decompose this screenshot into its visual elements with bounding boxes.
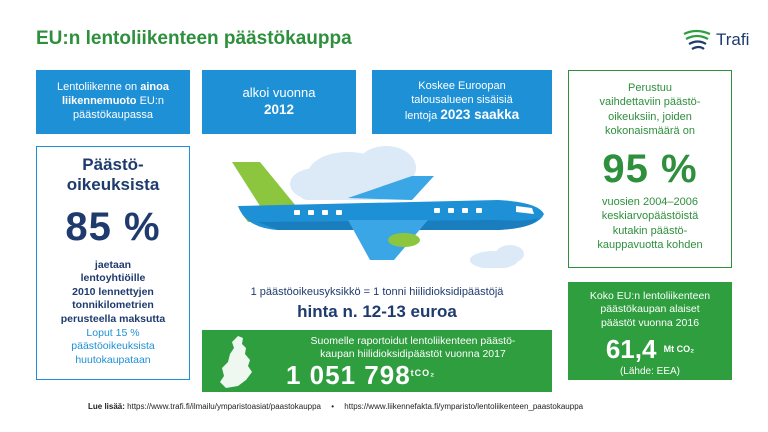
right-card-head-1: Perustuu [627, 82, 673, 94]
eu-emissions-unit: Mt CO₂ [663, 344, 695, 354]
finland-map-icon [212, 334, 262, 390]
box3-prefix: lentoja [404, 110, 441, 123]
finland-emissions-value-row [286, 360, 435, 391]
airplane-illustration [198, 140, 558, 268]
info-box-scope [372, 70, 552, 134]
footer-links [88, 402, 728, 411]
trafi-logo[interactable] [682, 28, 749, 52]
box3-line1: Koskee Euroopan [418, 79, 506, 92]
left-card-desc-4: tonnikilometrien [72, 299, 154, 312]
left-card-heading-2: oikeuksista [66, 175, 160, 195]
eu-emissions-head-2: päästökaupan alaiset [600, 303, 700, 316]
footer-link-trafi[interactable]: https://www.trafi.fi/ilmailu/ymparistoasiat/paastokauppa [127, 402, 322, 411]
trafi-logo-icon [682, 28, 712, 52]
right-card-footnote [573, 195, 727, 252]
left-card-foot-1: Loput 15 % [86, 327, 140, 339]
footer-separator: • [331, 402, 335, 411]
info-box-only-mode [36, 70, 190, 134]
eu-emissions-value: 61,4 [605, 334, 657, 364]
tail-fin [232, 162, 296, 206]
footer-label: Lue lisää: [88, 402, 125, 411]
left-card-desc-2: lentoyhtiöille [80, 272, 146, 285]
right-card-foot-1: vuosien 2004–2006 [601, 196, 699, 208]
engine [388, 233, 420, 247]
right-card-foot-4: kauppavuotta kohden [597, 238, 703, 251]
left-card-description [43, 259, 183, 326]
logo-text: Trafi [716, 30, 750, 49]
finland-emissions-unit: tCO₂ [410, 368, 436, 378]
box1-text-b: EU:n päästökaupassa [72, 95, 165, 121]
right-card-heading [573, 81, 727, 138]
left-card-foot-2: päästöoikeuksista [71, 340, 155, 353]
eu-emissions-box [568, 282, 732, 380]
finland-emissions-description [282, 335, 544, 362]
right-card-head-4: kokonaismäärä on [605, 124, 695, 137]
box1-bold: ainoa liikennemuoto [61, 81, 169, 108]
total-allowances-card [568, 70, 732, 268]
unit-definition: 1 päästöoikeusyksikkö = 1 tonni hiilidioksidipäästöjä [250, 286, 504, 298]
finland-desc-2: kaupan hiilidioksidipäästöt vuonna 2017 [320, 348, 506, 361]
box2-year: 2012 [263, 101, 295, 117]
page-title: EU:n lentoliikenteen päästökauppa [36, 28, 352, 49]
eu-emissions-heading [572, 290, 728, 330]
right-card-percent: 95 % [602, 147, 698, 191]
left-card-heading-1: Päästö- [82, 155, 144, 174]
cloud-small-icon [470, 245, 524, 268]
left-card-foot-3: huutokaupataan [75, 353, 151, 366]
eu-emissions-head-1: Koko EU:n lentoliikenteen [589, 290, 711, 302]
left-card-footnote [43, 327, 183, 367]
eu-emissions-source: (Lähde: EEA) [619, 366, 681, 377]
free-allocation-card [36, 146, 190, 380]
right-card-head-3: oikeuksiin, joiden [608, 110, 692, 123]
left-card-desc-3: 2010 lennettyjen [72, 285, 154, 298]
box3-line2: talousalueen sisäisiä [411, 93, 513, 106]
right-card-foot-2: keskiarvopäästöistä [601, 210, 699, 223]
left-card-heading [37, 155, 189, 196]
left-card-desc-1: jaetaan [94, 259, 132, 271]
right-card-head-2: vaihdettaviin päästö- [599, 96, 701, 109]
finland-emissions-box [202, 330, 552, 392]
box2-line1: alkoi vuonna [242, 85, 316, 101]
eu-emissions-head-3: päästöt vuonna 2016 [600, 316, 700, 329]
right-card-foot-3: kutakin päästö- [612, 224, 688, 237]
price-text: hinta n. 12-13 euroa [297, 302, 457, 321]
box1-text-a: Lentoliikenne on [57, 81, 141, 94]
finland-emissions-value: 1 051 798 [286, 360, 411, 390]
left-card-percent: 85 % [65, 205, 161, 249]
footer-link-liikennefakta[interactable]: https://www.liikennefakta.fi/ymparisto/lentoliikenteen_paastokauppa [344, 402, 584, 411]
box3-year: 2023 saakka [440, 107, 520, 123]
finland-desc-1: Suomelle raportoidut lentoliikenteen päästö- [310, 335, 516, 347]
left-card-desc-5: perusteella maksutta [60, 312, 166, 325]
info-box-start-year [202, 70, 356, 134]
eu-emissions-value-row [568, 334, 732, 365]
